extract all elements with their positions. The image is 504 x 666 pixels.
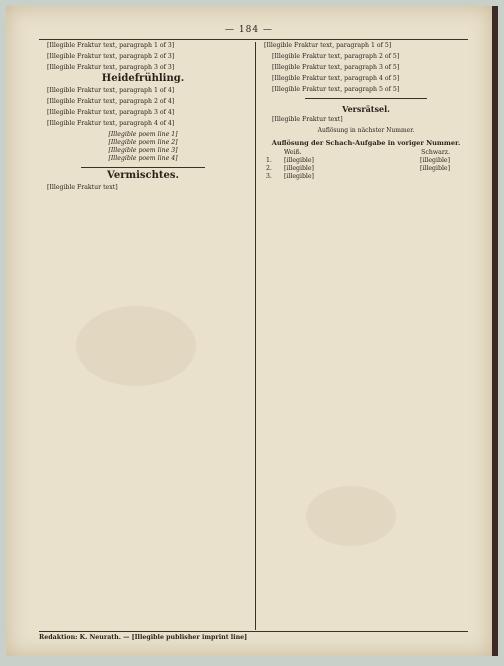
answers-row-white: [illegible] <box>284 165 314 173</box>
article-paragraph: [Illegible Fraktur text, paragraph 4 of 4] <box>47 120 175 128</box>
answers-row <box>264 157 468 165</box>
answers-row-black: [illegible] <box>420 157 450 165</box>
puzzle-text: [Illegible Fraktur text] <box>272 116 343 124</box>
intro-paragraph: [Illegible Fraktur text, paragraph 2 of 3] <box>47 53 175 61</box>
section-divider <box>305 98 427 99</box>
publisher-footer: Redaktion: K. Neurath. — [Illegible publisher imprint line] <box>39 634 248 641</box>
answers-row <box>264 165 468 173</box>
answers-row-number: 3. <box>266 173 272 181</box>
article-paragraph: [Illegible Fraktur text, paragraph 1 of 4] <box>47 87 175 95</box>
poem-line: [Illegible poem line 4] <box>108 155 178 163</box>
answers-row-white: [illegible] <box>284 157 314 165</box>
puzzle-heading: Versrätsel. <box>342 104 390 115</box>
section-heading-vermischtes: Vermischtes. <box>107 170 179 182</box>
poem-line: [Illegible poem line 1] <box>108 131 178 139</box>
newspaper-page <box>6 6 498 656</box>
answers-col-white: Weiß. <box>284 149 302 157</box>
article-paragraph: [Illegible Fraktur text, paragraph 5 of 5] <box>272 86 400 94</box>
chess-answers-table <box>264 149 468 181</box>
intro-paragraph: [Illegible Fraktur text, paragraph 1 of 3] <box>47 42 175 49</box>
poem-line: [Illegible poem line 2] <box>108 139 178 147</box>
section-heading-heidefruehling: Heidefrühling. <box>101 73 185 85</box>
poem-line: [Illegible poem line 3] <box>108 147 178 155</box>
answers-row-white: [illegible] <box>284 173 314 181</box>
article-paragraph: [Illegible Fraktur text, paragraph 1 of 5] <box>264 42 392 49</box>
article-paragraph: [Illegible Fraktur text, paragraph 3 of 5] <box>272 64 400 72</box>
answers-row <box>264 173 468 181</box>
article-paragraph: [Illegible Fraktur text, paragraph 2 of 4] <box>47 98 175 106</box>
puzzle-solution-note: Auflösung in nächster Nummer. <box>317 127 415 135</box>
page-number: — 184 — <box>225 25 273 35</box>
answers-row-number: 1. <box>266 157 272 165</box>
answers-row-black <box>357 173 468 181</box>
bottom-rule <box>39 631 468 632</box>
right-column <box>264 42 468 630</box>
answers-header-row <box>264 149 468 157</box>
column-divider <box>255 42 256 630</box>
article-paragraph: [Illegible Fraktur text] <box>47 184 118 192</box>
answers-col-black: Schwarz. <box>421 149 450 157</box>
page-binding-edge <box>492 6 498 656</box>
top-rule <box>39 39 468 40</box>
answers-row-number: 2. <box>266 165 272 173</box>
intro-paragraph: [Illegible Fraktur text, paragraph 3 of 3] <box>47 64 175 72</box>
left-column <box>39 42 247 630</box>
answers-heading: Auflösung der Schach-Aufgabe in voriger Nummer. <box>271 139 461 148</box>
section-divider <box>81 167 206 168</box>
answers-row-black: [illegible] <box>420 165 450 173</box>
article-paragraph: [Illegible Fraktur text, paragraph 2 of 5] <box>272 53 400 61</box>
article-paragraph: [Illegible Fraktur text, paragraph 3 of 4] <box>47 109 175 117</box>
poem-quote <box>39 131 247 163</box>
article-paragraph: [Illegible Fraktur text, paragraph 4 of 5] <box>272 75 400 83</box>
